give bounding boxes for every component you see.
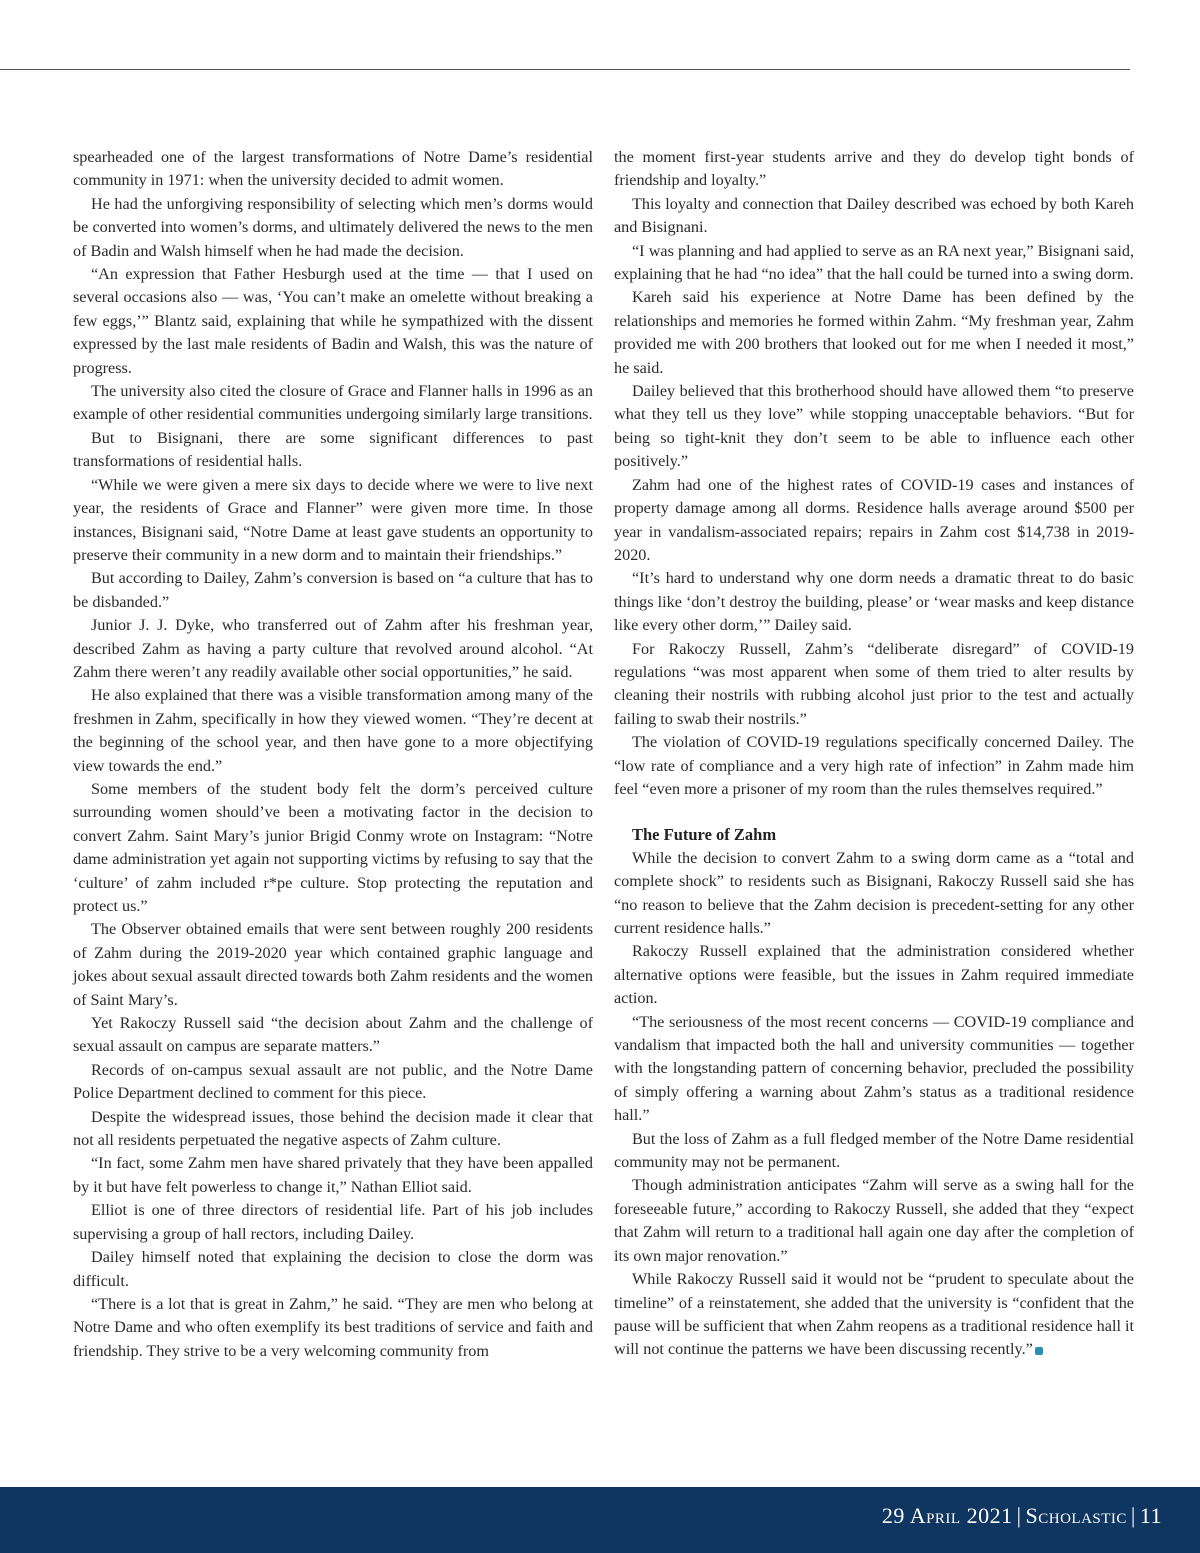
paragraph-text: Despite the widespread issues, those behind the decision made it clear that not all residents perpetuated the negative aspects of Zahm culture. (73, 1107, 593, 1150)
end-of-article-icon (1035, 1347, 1043, 1355)
right-column-after (614, 847, 1134, 1362)
body-paragraph (73, 684, 593, 778)
paragraph-text: But the loss of Zahm as a full fledged member of the Notre Dame residential community may not be permanent. (614, 1129, 1134, 1172)
body-paragraph (614, 567, 1134, 637)
paragraph-text: Elliot is one of three directors of residential life. Part of his job includes supervising a group of hall rectors, including Dailey. (73, 1201, 593, 1243)
paragraph-text: Records of on-campus sexual assault are not public, and the Notre Dame Police Department declined to comment for this piece. (73, 1060, 593, 1103)
paragraph-text: Dailey believed that this brotherhood should have allowed them “to preserve what they tell us they love” while stopping unacceptable behaviors. “But for being so tight-knit they don’t seem to be able to influence each other positively.” (614, 382, 1134, 471)
body-paragraph (73, 1199, 593, 1246)
body-paragraph (73, 1106, 593, 1153)
right-column (614, 146, 1134, 1362)
body-paragraph (614, 731, 1134, 801)
body-paragraph (73, 567, 593, 614)
paragraph-text: “It’s hard to understand why one dorm needs a dramatic threat to do basic things like ‘don’t destroy the building, please’ or ‘wear masks and keep distance like every other dorm,’” Dailey said. (614, 569, 1134, 635)
body-paragraph (73, 193, 593, 263)
paragraph-text: The university also cited the closure of Grace and Flanner halls in 1996 as an example of other residential communities undergoing similarly large transitions. (73, 382, 593, 424)
paragraph-text: While the decision to convert Zahm to a swing dorm came as a “total and complete shock” to residents such as Bisignani, Rakoczy Russell said she has “no reason to believe that the Zahm decision is precedent-setting for any other current residence halls.” (614, 848, 1134, 937)
body-paragraph (614, 193, 1134, 240)
footer-publication: Scholastic (1025, 1503, 1127, 1528)
paragraph-text: While Rakoczy Russell said it would not be “prudent to speculate about the timeline” of a reinstatement, she added that the university is “confident that the pause will be sufficient that when Zahm reopens as a traditional residence hall it will not continue the patterns we have been discussing recently.” (614, 1270, 1134, 1359)
paragraph-text: He had the unforgiving responsibility of selecting which men’s dorms would be converted into women’s dorms, and ultimately delivered the news to the men of Badin and Walsh himself when he had made the decision. (73, 194, 593, 260)
body-paragraph (614, 286, 1134, 380)
left-column (73, 146, 593, 1363)
body-paragraph (614, 1011, 1134, 1128)
body-paragraph (73, 614, 593, 684)
body-paragraph (614, 474, 1134, 568)
body-paragraph (73, 778, 593, 918)
body-paragraph (73, 1152, 593, 1199)
body-paragraph (73, 918, 593, 1012)
body-paragraph (614, 847, 1134, 941)
paragraph-text: Some members of the student body felt the dorm’s perceived culture surrounding women should’ve been a motivating factor in the decision to convert Zahm. Saint Mary’s junior Brigid Conmy wrote on Instagram: “Notre dame administration yet again not supporting victims by refusing to say that the ‘culture’ of zahm included r*pe culture. Stop protecting the reputation and protect us.” (73, 779, 593, 915)
body-paragraph (73, 263, 593, 380)
footer-bar (0, 1487, 1200, 1553)
paragraph-text: Dailey himself noted that explaining the decision to close the dorm was difficult. (73, 1248, 593, 1290)
body-paragraph (73, 146, 593, 193)
paragraph-text: Yet Rakoczy Russell said “the decision about Zahm and the challenge of sexual assault on campus are separate matters.” (73, 1014, 593, 1056)
body-paragraph (614, 1268, 1134, 1362)
paragraph-text: Junior J. J. Dyke, who transferred out of Zahm after his freshman year, described Zahm as having a party culture that revolved around alcohol. “At Zahm there weren’t any readily available other social opportunities,” he said. (73, 616, 593, 681)
page-number: 11 (1139, 1503, 1162, 1528)
paragraph-text: “I was planning and had applied to serve as an RA next year,” Bisignani said, explaining that he had “no idea” that the hall could be turned into a swing dorm. (614, 241, 1134, 284)
right-column-before (614, 146, 1134, 801)
body-paragraph (614, 940, 1134, 1010)
paragraph-text: “In fact, some Zahm men have shared privately that they have been appalled by it but have felt powerless to change it,” Nathan Elliot said. (73, 1154, 593, 1196)
paragraph-text: The Observer obtained emails that were sent between roughly 200 residents of Zahm during the 2019-2020 year which contained graphic language and jokes about sexual assault directed towards both Zahm residents and the women of Saint Mary’s. (73, 920, 593, 1009)
paragraph-text: Kareh said his experience at Notre Dame has been defined by the relationships and memories he formed within Zahm. “My freshman year, Zahm provided me with 200 brothers that looked out for me when I needed it most,” he said. (614, 288, 1134, 377)
body-paragraph (73, 1246, 593, 1293)
footer-separator: | (1016, 1503, 1022, 1528)
paragraph-text: “The seriousness of the most recent concerns — COVID-19 compliance and vandalism that impacted both the hall and university communities — together with the longstanding pattern of concerning behavior, precluded the possibility of simply offering a warning about Zahm’s status as a traditional residence hall.” (614, 1012, 1134, 1125)
body-paragraph (614, 240, 1134, 287)
paragraph-text: For Rakoczy Russell, Zahm’s “deliberate disregard” of COVID-19 regulations “was most apparent when some of them tried to alter results by cleaning their nostrils with rubbing alcohol just prior to the test and actually failing to swab their nostrils.” (614, 639, 1134, 728)
paragraph-text: Zahm had one of the highest rates of COVID-19 cases and instances of property damage among all dorms. Residence halls average around $500 per year in vandalism-associated repairs; repairs in Zahm cost $14,738 in 2019-2020. (614, 475, 1134, 564)
paragraph-text: The violation of COVID-19 regulations specifically concerned Dailey. The “low rate of compliance and a very high rate of infection” in Zahm made him feel “even more a prisoner of my room than the rules themselves required.” (614, 733, 1134, 798)
body-paragraph (614, 638, 1134, 732)
footer-text (882, 1503, 1162, 1529)
top-rule (0, 69, 1130, 70)
body-paragraph (73, 427, 593, 474)
body-paragraph (614, 380, 1134, 474)
body-paragraph (73, 474, 593, 568)
body-paragraph (73, 1293, 593, 1363)
paragraph-text: the moment first-year students arrive and they do develop tight bonds of friendship and loyalty.” (614, 148, 1134, 190)
paragraph-text: This loyalty and connection that Dailey described was echoed by both Kareh and Bisignani. (614, 194, 1134, 237)
body-paragraph (73, 1012, 593, 1059)
paragraph-text: But according to Dailey, Zahm’s conversion is based on “a culture that has to be disbanded.” (73, 569, 593, 611)
paragraph-text: But to Bisignani, there are some significant differences to past transformations of residential halls. (73, 428, 593, 471)
footer-date: 29 April 2021 (881, 1503, 1013, 1528)
body-paragraph (614, 1128, 1134, 1175)
paragraph-text: Though administration anticipates “Zahm will serve as a swing hall for the foreseeable future,” according to Rakoczy Russell, she added that they “expect that Zahm will return to a traditional hall again one day after the completion of its own major renovation.” (614, 1176, 1134, 1265)
paragraph-text: He also explained that there was a visible transformation among many of the freshmen in Zahm, specifically in how they viewed women. “They’re decent at the beginning of the school year, and then have gone to a more objectifying view towards the end.” (73, 686, 593, 775)
paragraph-text: Rakoczy Russell explained that the administration considered whether alternative options were feasible, but the issues in Zahm required immediate action. (614, 942, 1134, 1008)
paragraph-text: “There is a lot that is great in Zahm,” he said. “They are men who belong at Notre Dame and who often exemplify its best traditions of service and faith and friendship. They strive to be a very welcoming community from (73, 1294, 593, 1360)
section-heading: The Future of Zahm (632, 825, 777, 845)
body-paragraph (73, 1059, 593, 1106)
footer-separator: | (1130, 1503, 1136, 1528)
paragraph-text: spearheaded one of the largest transformations of Notre Dame’s residential community in 1971: when the university decided to admit women. (73, 148, 593, 190)
paragraph-text: “While we were given a mere six days to decide where we were to live next year, the residents of Grace and Flanner” were given more time. In those instances, Bisignani said, “Notre Dame at least gave students an opportunity to preserve their community in a new dorm and to maintain their friendships.” (73, 475, 593, 564)
body-paragraph (73, 380, 593, 427)
body-paragraph (614, 146, 1134, 193)
body-paragraph (614, 1174, 1134, 1268)
paragraph-text: “An expression that Father Hesburgh used at the time — that I used on several occasions also — was, ‘You can’t make an omelette without breaking a few eggs,’” Blantz said, explaining that while he sympathized with the dissent expressed by the last male residents of Badin and Walsh, this was the nature of progress. (73, 265, 593, 377)
